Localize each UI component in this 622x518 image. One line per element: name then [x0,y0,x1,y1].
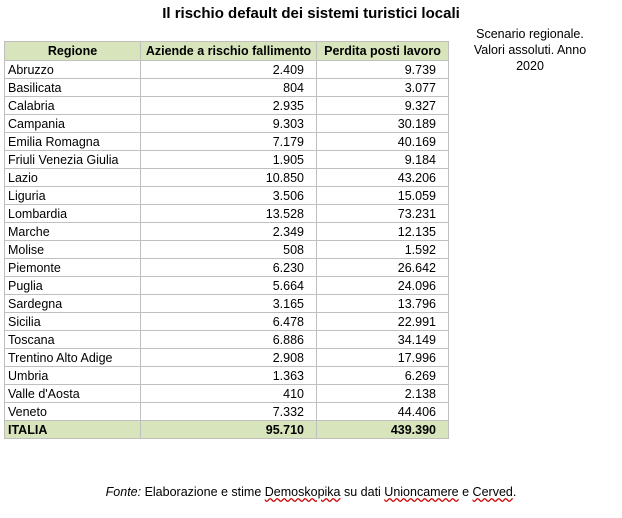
cell-perdita: 43.206 [317,169,449,187]
cell-aziende: 3.506 [141,187,317,205]
cell-regione: Abruzzo [5,61,141,79]
source-label: Fonte: [105,485,142,499]
page-title: Il rischio default dei sistemi turistici locali [162,5,460,22]
cell-perdita: 13.796 [317,295,449,313]
table-row [5,187,449,205]
table-row [5,367,449,385]
cell-regione: Toscana [5,331,141,349]
data-table [4,41,449,439]
cell-regione: Calabria [5,97,141,115]
cell-aziende: 7.332 [141,403,317,421]
cell-regione: Trentino Alto Adige [5,349,141,367]
cell-aziende: 3.165 [141,295,317,313]
table-row [5,205,449,223]
cell-perdita: 24.096 [317,277,449,295]
cell-aziende: 7.179 [141,133,317,151]
cell-perdita: 73.231 [317,205,449,223]
table-header-row [5,42,449,61]
cell-perdita: 6.269 [317,367,449,385]
cell-aziende: 2.349 [141,223,317,241]
cell-perdita: 22.991 [317,313,449,331]
source-org-cerved: Cerved [472,485,513,499]
table-row [5,385,449,403]
column-header-regione: Regione [5,42,141,61]
cell-regione: Puglia [5,277,141,295]
cell-aziende: 6.230 [141,259,317,277]
cell-perdita: 26.642 [317,259,449,277]
table-row [5,169,449,187]
table-row [5,97,449,115]
table-row [5,277,449,295]
table-row [5,115,449,133]
total-perdita: 439.390 [317,421,449,439]
table-row [5,151,449,169]
cell-perdita: 12.135 [317,223,449,241]
total-aziende: 95.710 [141,421,317,439]
table-row [5,133,449,151]
cell-aziende: 13.528 [141,205,317,223]
cell-perdita: 2.138 [317,385,449,403]
cell-regione: Basilicata [5,79,141,97]
cell-aziende: 2.935 [141,97,317,115]
source-note [0,485,622,499]
cell-aziende: 10.850 [141,169,317,187]
table-body [5,61,449,421]
cell-regione: Sardegna [5,295,141,313]
cell-perdita: 34.149 [317,331,449,349]
cell-aziende: 9.303 [141,115,317,133]
cell-aziende: 2.908 [141,349,317,367]
cell-aziende: 6.478 [141,313,317,331]
cell-regione: Sicilia [5,313,141,331]
cell-regione: Molise [5,241,141,259]
cell-aziende: 410 [141,385,317,403]
cell-regione: Lombardia [5,205,141,223]
column-header-perdita: Perdita posti lavoro [317,42,449,61]
table-row [5,259,449,277]
table-row [5,331,449,349]
cell-regione: Friuli Venezia Giulia [5,151,141,169]
source-text: Elaborazione e stime [141,485,265,499]
cell-perdita: 1.592 [317,241,449,259]
cell-aziende: 6.886 [141,331,317,349]
cell-aziende: 5.664 [141,277,317,295]
cell-perdita: 9.184 [317,151,449,169]
cell-regione: Lazio [5,169,141,187]
cell-aziende: 2.409 [141,61,317,79]
cell-perdita: 15.059 [317,187,449,205]
cell-regione: Campania [5,115,141,133]
total-label: ITALIA [5,421,141,439]
cell-aziende: 804 [141,79,317,97]
cell-regione: Emilia Romagna [5,133,141,151]
source-text: e [458,485,473,499]
table-row [5,223,449,241]
cell-regione: Umbria [5,367,141,385]
cell-perdita: 40.169 [317,133,449,151]
column-header-aziende: Aziende a rischio fallimento [141,42,317,61]
cell-perdita: 9.739 [317,61,449,79]
cell-perdita: 30.189 [317,115,449,133]
cell-regione: Liguria [5,187,141,205]
cell-regione: Valle d'Aosta [5,385,141,403]
cell-perdita: 44.406 [317,403,449,421]
source-org-unioncamere: Unioncamere [384,485,459,499]
cell-aziende: 1.905 [141,151,317,169]
source-org-demoskopika: Demoskopika [264,485,341,499]
cell-aziende: 1.363 [141,367,317,385]
cell-perdita: 9.327 [317,97,449,115]
table-total-row [5,421,449,439]
table-row [5,349,449,367]
table-row [5,241,449,259]
table-row [5,79,449,97]
source-text: . [512,485,517,499]
cell-aziende: 508 [141,241,317,259]
table-row [5,295,449,313]
table-row [5,403,449,421]
scenario-note: Scenario regionale. Valori assoluti. Anno 2020 [473,27,587,73]
table-row [5,61,449,79]
cell-regione: Piemonte [5,259,141,277]
cell-regione: Veneto [5,403,141,421]
source-text: su dati [340,485,385,499]
cell-regione: Marche [5,223,141,241]
cell-perdita: 17.996 [317,349,449,367]
cell-perdita: 3.077 [317,79,449,97]
table-row [5,313,449,331]
